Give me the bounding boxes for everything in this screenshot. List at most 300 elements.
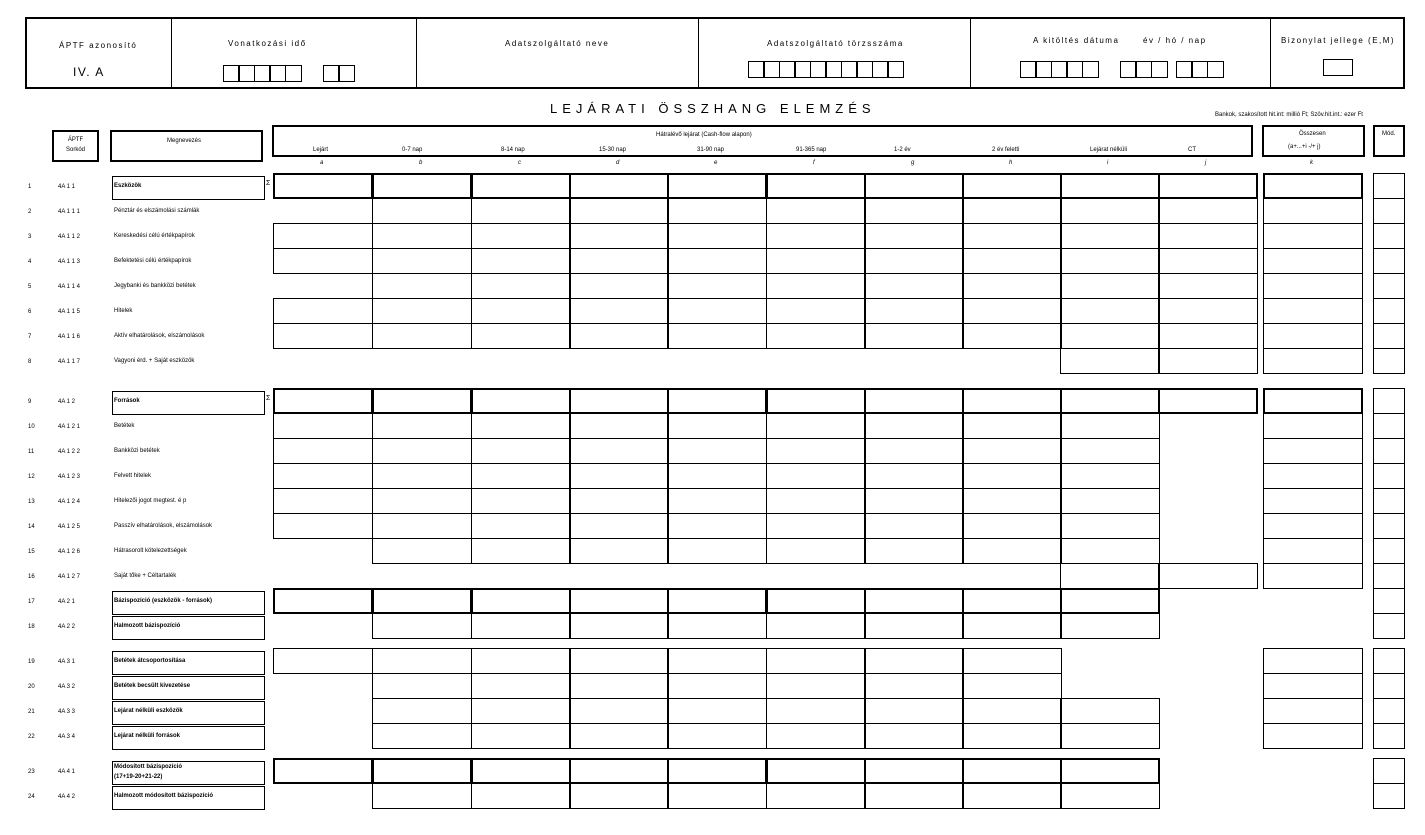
value-cell[interactable] <box>667 488 767 514</box>
value-cell[interactable] <box>766 758 866 784</box>
value-cell[interactable] <box>569 613 669 639</box>
total-cell[interactable] <box>1263 223 1363 249</box>
value-cell[interactable] <box>273 173 373 199</box>
value-cell[interactable] <box>569 223 669 249</box>
value-cell[interactable] <box>766 613 866 639</box>
value-cell[interactable] <box>471 223 571 249</box>
mod-cell[interactable] <box>1373 648 1405 674</box>
value-cell[interactable] <box>372 223 472 249</box>
value-cell[interactable] <box>471 588 571 614</box>
value-cell[interactable] <box>1060 513 1160 539</box>
value-cell[interactable] <box>962 323 1062 349</box>
total-cell[interactable] <box>1263 723 1363 749</box>
row-code: 4A 1 1 3 <box>58 259 81 265</box>
value-cell[interactable] <box>864 538 964 564</box>
value-cell[interactable] <box>962 648 1062 674</box>
value-cell[interactable] <box>569 538 669 564</box>
value-cell[interactable] <box>273 248 373 274</box>
value-cell[interactable] <box>667 388 767 414</box>
mod-cell[interactable] <box>1373 388 1405 414</box>
value-cell[interactable] <box>1158 223 1258 249</box>
column-label: 15-30 nap <box>599 147 627 153</box>
value-cell[interactable] <box>372 648 472 674</box>
mod-cell[interactable] <box>1373 463 1405 489</box>
value-cell[interactable] <box>1158 563 1258 589</box>
value-cell[interactable] <box>471 648 571 674</box>
mod-cell[interactable] <box>1373 348 1405 374</box>
row-code: 4A 4 1 <box>58 769 76 775</box>
row-label: Hitelezői jogot megtest. é p <box>114 498 187 504</box>
value-cell[interactable] <box>962 588 1062 614</box>
value-cell[interactable] <box>471 698 571 724</box>
value-cell[interactable] <box>372 323 472 349</box>
value-cell[interactable] <box>471 248 571 274</box>
value-cell[interactable] <box>766 488 866 514</box>
value-cell[interactable] <box>1158 348 1258 374</box>
mod-cell[interactable] <box>1373 673 1405 699</box>
value-cell[interactable] <box>962 613 1062 639</box>
row-code: 4A 1 2 4 <box>58 499 81 505</box>
value-cell[interactable] <box>1060 758 1160 784</box>
mod-cell[interactable] <box>1373 783 1405 809</box>
value-cell[interactable] <box>667 758 767 784</box>
value-cell[interactable] <box>864 298 964 324</box>
value-cell[interactable] <box>962 783 1062 809</box>
value-cell[interactable] <box>471 538 571 564</box>
mod-cell[interactable] <box>1373 758 1405 784</box>
value-cell[interactable] <box>372 248 472 274</box>
value-cell[interactable] <box>372 413 472 439</box>
row-code: 4A 2 1 <box>58 599 76 605</box>
value-cell[interactable] <box>471 673 571 699</box>
row-number: 8 <box>28 359 32 365</box>
mod-cell[interactable] <box>1373 198 1405 224</box>
row-label: Források <box>114 398 140 404</box>
value-cell[interactable] <box>372 698 472 724</box>
column-label: 1-2 év <box>894 147 911 153</box>
value-cell[interactable] <box>766 538 866 564</box>
value-cell[interactable] <box>962 223 1062 249</box>
total-cell[interactable] <box>1263 438 1363 464</box>
mod-cell[interactable] <box>1373 438 1405 464</box>
value-cell[interactable] <box>864 198 964 224</box>
value-cell[interactable] <box>962 198 1062 224</box>
name-header <box>110 130 263 162</box>
value-cell[interactable] <box>1060 388 1160 414</box>
value-cell[interactable] <box>1158 388 1258 414</box>
value-cell[interactable] <box>667 463 767 489</box>
value-cell[interactable] <box>569 173 669 199</box>
value-cell[interactable] <box>273 388 373 414</box>
mod-cell[interactable] <box>1373 223 1405 249</box>
value-cell[interactable] <box>962 463 1062 489</box>
value-cell[interactable] <box>1060 413 1160 439</box>
value-cell[interactable] <box>1158 273 1258 299</box>
mod-cell[interactable] <box>1373 513 1405 539</box>
row-label: Módosított bázispozíció <box>114 764 182 770</box>
value-cell[interactable] <box>273 438 373 464</box>
value-cell[interactable] <box>372 588 472 614</box>
total-header-formula: (a+...+i -/+ j) <box>1288 144 1321 150</box>
value-cell[interactable] <box>569 488 669 514</box>
value-cell[interactable] <box>962 723 1062 749</box>
value-cell[interactable] <box>864 588 964 614</box>
value-cell[interactable] <box>1060 783 1160 809</box>
value-cell[interactable] <box>962 538 1062 564</box>
value-cell[interactable] <box>766 413 866 439</box>
value-cell[interactable] <box>864 698 964 724</box>
value-cell[interactable] <box>372 723 472 749</box>
total-cell[interactable] <box>1263 348 1363 374</box>
value-cell[interactable] <box>864 758 964 784</box>
value-cell[interactable] <box>372 783 472 809</box>
value-cell[interactable] <box>569 248 669 274</box>
value-cell[interactable] <box>1060 698 1160 724</box>
value-cell[interactable] <box>864 488 964 514</box>
row-label: Bázispozíció (eszközök - források) <box>114 598 213 604</box>
period-label: Vonatkozási idő <box>228 39 307 48</box>
total-cell[interactable] <box>1263 673 1363 699</box>
value-cell[interactable] <box>962 298 1062 324</box>
period-month-boxes[interactable] <box>324 65 355 82</box>
value-cell[interactable] <box>667 223 767 249</box>
total-cell[interactable] <box>1263 273 1363 299</box>
provider-id-label: Adatszolgáltató törzsszáma <box>767 39 904 48</box>
value-cell[interactable] <box>667 588 767 614</box>
value-cell[interactable] <box>766 588 866 614</box>
value-cell[interactable] <box>569 323 669 349</box>
provider-id-cell <box>699 19 971 87</box>
value-cell[interactable] <box>372 388 472 414</box>
unit-note: Bankok, szakosított hit.int: millió Ft; Szöv.hit.int.: ezer Ft <box>1215 112 1363 118</box>
fill-day-boxes[interactable] <box>1177 61 1224 78</box>
value-cell[interactable] <box>569 723 669 749</box>
row-label: Betétek átcsoportosítása <box>114 658 186 664</box>
value-cell[interactable] <box>766 463 866 489</box>
mod-cell[interactable] <box>1373 173 1405 199</box>
row-number: 12 <box>28 474 35 480</box>
doc-type-box[interactable] <box>1323 59 1353 76</box>
row-number: 3 <box>28 234 32 240</box>
value-cell[interactable] <box>1060 538 1160 564</box>
value-cell[interactable] <box>372 673 472 699</box>
value-cell[interactable] <box>273 298 373 324</box>
value-cell[interactable] <box>864 783 964 809</box>
row-number: 17 <box>28 599 35 605</box>
value-cell[interactable] <box>569 783 669 809</box>
value-cell[interactable] <box>1060 223 1160 249</box>
value-cell[interactable] <box>471 198 571 224</box>
value-cell[interactable] <box>864 513 964 539</box>
total-cell[interactable] <box>1263 323 1363 349</box>
value-cell[interactable] <box>471 613 571 639</box>
value-cell[interactable] <box>471 413 571 439</box>
value-cell[interactable] <box>1060 723 1160 749</box>
value-cell[interactable] <box>962 248 1062 274</box>
value-cell[interactable] <box>962 173 1062 199</box>
value-cell[interactable] <box>864 463 964 489</box>
row-label: Aktív elhatárolások, elszámolások <box>114 333 205 339</box>
value-cell[interactable] <box>766 323 866 349</box>
value-cell[interactable] <box>766 698 866 724</box>
total-cell[interactable] <box>1263 248 1363 274</box>
value-cell[interactable] <box>569 673 669 699</box>
value-cell[interactable] <box>569 438 669 464</box>
total-header <box>1262 125 1365 157</box>
row-label: Jegybanki és bankközi betétek <box>114 283 196 289</box>
value-cell[interactable] <box>569 513 669 539</box>
row-number: 10 <box>28 424 35 430</box>
value-cell[interactable] <box>667 438 767 464</box>
value-cell[interactable] <box>766 198 866 224</box>
mod-cell[interactable] <box>1373 323 1405 349</box>
value-cell[interactable] <box>471 513 571 539</box>
value-cell[interactable] <box>1158 198 1258 224</box>
mod-cell[interactable] <box>1373 488 1405 514</box>
value-cell[interactable] <box>667 648 767 674</box>
value-cell[interactable] <box>471 273 571 299</box>
row-number: 21 <box>28 709 35 715</box>
value-cell[interactable] <box>864 388 964 414</box>
mod-cell[interactable] <box>1373 698 1405 724</box>
value-cell[interactable] <box>372 758 472 784</box>
fill-month-boxes[interactable] <box>1121 61 1168 78</box>
mod-cell[interactable] <box>1373 248 1405 274</box>
value-cell[interactable] <box>569 198 669 224</box>
value-cell[interactable] <box>1060 198 1160 224</box>
value-cell[interactable] <box>372 438 472 464</box>
value-cell[interactable] <box>1060 588 1160 614</box>
value-cell[interactable] <box>372 538 472 564</box>
value-cell[interactable] <box>372 173 472 199</box>
row-number: 14 <box>28 524 35 530</box>
value-cell[interactable] <box>667 783 767 809</box>
value-cell[interactable] <box>962 758 1062 784</box>
value-cell[interactable] <box>471 463 571 489</box>
mod-cell[interactable] <box>1373 413 1405 439</box>
value-cell[interactable] <box>864 323 964 349</box>
value-cell[interactable] <box>667 198 767 224</box>
value-cell[interactable] <box>864 413 964 439</box>
mod-cell[interactable] <box>1373 298 1405 324</box>
total-cell[interactable] <box>1263 513 1363 539</box>
value-cell[interactable] <box>864 723 964 749</box>
row-code: 4A 3 3 <box>58 709 76 715</box>
value-cell[interactable] <box>471 488 571 514</box>
value-cell[interactable] <box>1158 248 1258 274</box>
column-letter: j <box>1205 160 1207 166</box>
value-cell[interactable] <box>667 723 767 749</box>
value-cell[interactable] <box>372 273 472 299</box>
value-cell[interactable] <box>667 273 767 299</box>
row-code: 4A 1 2 2 <box>58 449 81 455</box>
row-label: Pénztár és elszámolási számlák <box>114 208 200 214</box>
value-cell[interactable] <box>766 513 866 539</box>
value-cell[interactable] <box>372 613 472 639</box>
value-cell[interactable] <box>569 588 669 614</box>
total-cell[interactable] <box>1263 388 1363 414</box>
value-cell[interactable] <box>569 298 669 324</box>
mod-cell[interactable] <box>1373 588 1405 614</box>
total-cell[interactable] <box>1263 173 1363 199</box>
value-cell[interactable] <box>569 413 669 439</box>
row-label: Lejárat nélküli eszközök <box>114 708 183 714</box>
value-cell[interactable] <box>766 273 866 299</box>
row-label: Saját tőke + Céltartalék <box>114 573 177 579</box>
value-cell[interactable] <box>1060 438 1160 464</box>
value-cell[interactable] <box>1158 323 1258 349</box>
value-cell[interactable] <box>667 538 767 564</box>
fill-year-boxes[interactable] <box>1021 61 1099 78</box>
value-cell[interactable] <box>1060 463 1160 489</box>
value-cell[interactable] <box>667 698 767 724</box>
provider-id-boxes[interactable] <box>749 61 904 78</box>
mod-cell[interactable] <box>1373 723 1405 749</box>
total-cell[interactable] <box>1263 463 1363 489</box>
value-cell[interactable] <box>273 488 373 514</box>
value-cell[interactable] <box>962 673 1062 699</box>
value-cell[interactable] <box>569 648 669 674</box>
maturity-header-label: Hátralévő lejárat (Cash-flow alapon) <box>656 132 752 138</box>
total-cell[interactable] <box>1263 488 1363 514</box>
value-cell[interactable] <box>569 273 669 299</box>
value-cell[interactable] <box>273 513 373 539</box>
row-number: 6 <box>28 309 32 315</box>
value-cell[interactable] <box>1060 248 1160 274</box>
value-cell[interactable] <box>471 298 571 324</box>
column-label: Lejárat nélküli <box>1090 147 1128 153</box>
value-cell[interactable] <box>273 588 373 614</box>
value-cell[interactable] <box>471 323 571 349</box>
value-cell[interactable] <box>273 463 373 489</box>
value-cell[interactable] <box>864 438 964 464</box>
value-cell[interactable] <box>471 723 571 749</box>
value-cell[interactable] <box>766 223 866 249</box>
value-cell[interactable] <box>1060 273 1160 299</box>
value-cell[interactable] <box>962 388 1062 414</box>
value-cell[interactable] <box>273 223 373 249</box>
value-cell[interactable] <box>766 438 866 464</box>
value-cell[interactable] <box>471 388 571 414</box>
mod-cell[interactable] <box>1373 538 1405 564</box>
value-cell[interactable] <box>372 198 472 224</box>
value-cell[interactable] <box>569 758 669 784</box>
period-year-boxes[interactable] <box>224 65 302 82</box>
value-cell[interactable] <box>372 298 472 324</box>
value-cell[interactable] <box>864 173 964 199</box>
value-cell[interactable] <box>273 648 373 674</box>
value-cell[interactable] <box>864 648 964 674</box>
value-cell[interactable] <box>766 248 866 274</box>
value-cell[interactable] <box>471 173 571 199</box>
column-label: 91-365 nap <box>796 147 827 153</box>
value-cell[interactable] <box>962 513 1062 539</box>
value-cell[interactable] <box>471 438 571 464</box>
value-cell[interactable] <box>962 273 1062 299</box>
value-cell[interactable] <box>667 248 767 274</box>
row-number: 4 <box>28 259 32 265</box>
value-cell[interactable] <box>766 388 866 414</box>
value-cell[interactable] <box>1060 613 1160 639</box>
value-cell[interactable] <box>273 413 373 439</box>
value-cell[interactable] <box>1158 173 1258 199</box>
value-cell[interactable] <box>569 463 669 489</box>
value-cell[interactable] <box>569 698 669 724</box>
value-cell[interactable] <box>864 248 964 274</box>
sum-symbol: Σ <box>266 180 271 187</box>
total-cell[interactable] <box>1263 648 1363 674</box>
value-cell[interactable] <box>962 698 1062 724</box>
name-header-label: Megnevezés <box>167 138 202 144</box>
row-code: 4A 2 2 <box>58 624 76 630</box>
value-cell[interactable] <box>372 513 472 539</box>
value-cell[interactable] <box>667 513 767 539</box>
total-cell[interactable] <box>1263 413 1363 439</box>
value-cell[interactable] <box>273 323 373 349</box>
value-cell[interactable] <box>962 438 1062 464</box>
value-cell[interactable] <box>864 613 964 639</box>
total-cell[interactable] <box>1263 538 1363 564</box>
value-cell[interactable] <box>962 413 1062 439</box>
value-cell[interactable] <box>372 488 472 514</box>
value-cell[interactable] <box>569 388 669 414</box>
value-cell[interactable] <box>864 223 964 249</box>
row-number: 1 <box>28 184 32 190</box>
value-cell[interactable] <box>667 173 767 199</box>
value-cell[interactable] <box>667 613 767 639</box>
fill-date-cell <box>971 19 1271 87</box>
value-cell[interactable] <box>1060 173 1160 199</box>
value-cell[interactable] <box>766 173 866 199</box>
column-label: Lejárt <box>313 147 329 153</box>
value-cell[interactable] <box>766 783 866 809</box>
row-code: 4A 1 2 7 <box>58 574 81 580</box>
value-cell[interactable] <box>962 488 1062 514</box>
value-cell[interactable] <box>471 783 571 809</box>
value-cell[interactable] <box>766 648 866 674</box>
value-cell[interactable] <box>471 758 571 784</box>
value-cell[interactable] <box>1060 348 1160 374</box>
value-cell[interactable] <box>667 673 767 699</box>
total-cell[interactable] <box>1263 698 1363 724</box>
value-cell[interactable] <box>1060 488 1160 514</box>
total-letter: k <box>1310 160 1313 166</box>
value-cell[interactable] <box>667 298 767 324</box>
mod-cell[interactable] <box>1373 613 1405 639</box>
value-cell[interactable] <box>1060 298 1160 324</box>
value-cell[interactable] <box>1060 563 1160 589</box>
row-label: Felvett hitelek <box>114 473 152 479</box>
total-cell[interactable] <box>1263 563 1363 589</box>
value-cell[interactable] <box>1060 323 1160 349</box>
value-cell[interactable] <box>372 463 472 489</box>
value-cell[interactable] <box>864 673 964 699</box>
value-cell[interactable] <box>667 413 767 439</box>
total-cell[interactable] <box>1263 298 1363 324</box>
total-cell[interactable] <box>1263 198 1363 224</box>
value-cell[interactable] <box>667 323 767 349</box>
value-cell[interactable] <box>1158 298 1258 324</box>
mod-cell[interactable] <box>1373 563 1405 589</box>
value-cell[interactable] <box>766 723 866 749</box>
value-cell[interactable] <box>766 673 866 699</box>
value-cell[interactable] <box>766 298 866 324</box>
total-header-label: Összesen <box>1299 131 1326 137</box>
mod-cell[interactable] <box>1373 273 1405 299</box>
value-cell[interactable] <box>273 758 373 784</box>
value-cell[interactable] <box>864 273 964 299</box>
column-label: 31-90 nap <box>697 147 725 153</box>
